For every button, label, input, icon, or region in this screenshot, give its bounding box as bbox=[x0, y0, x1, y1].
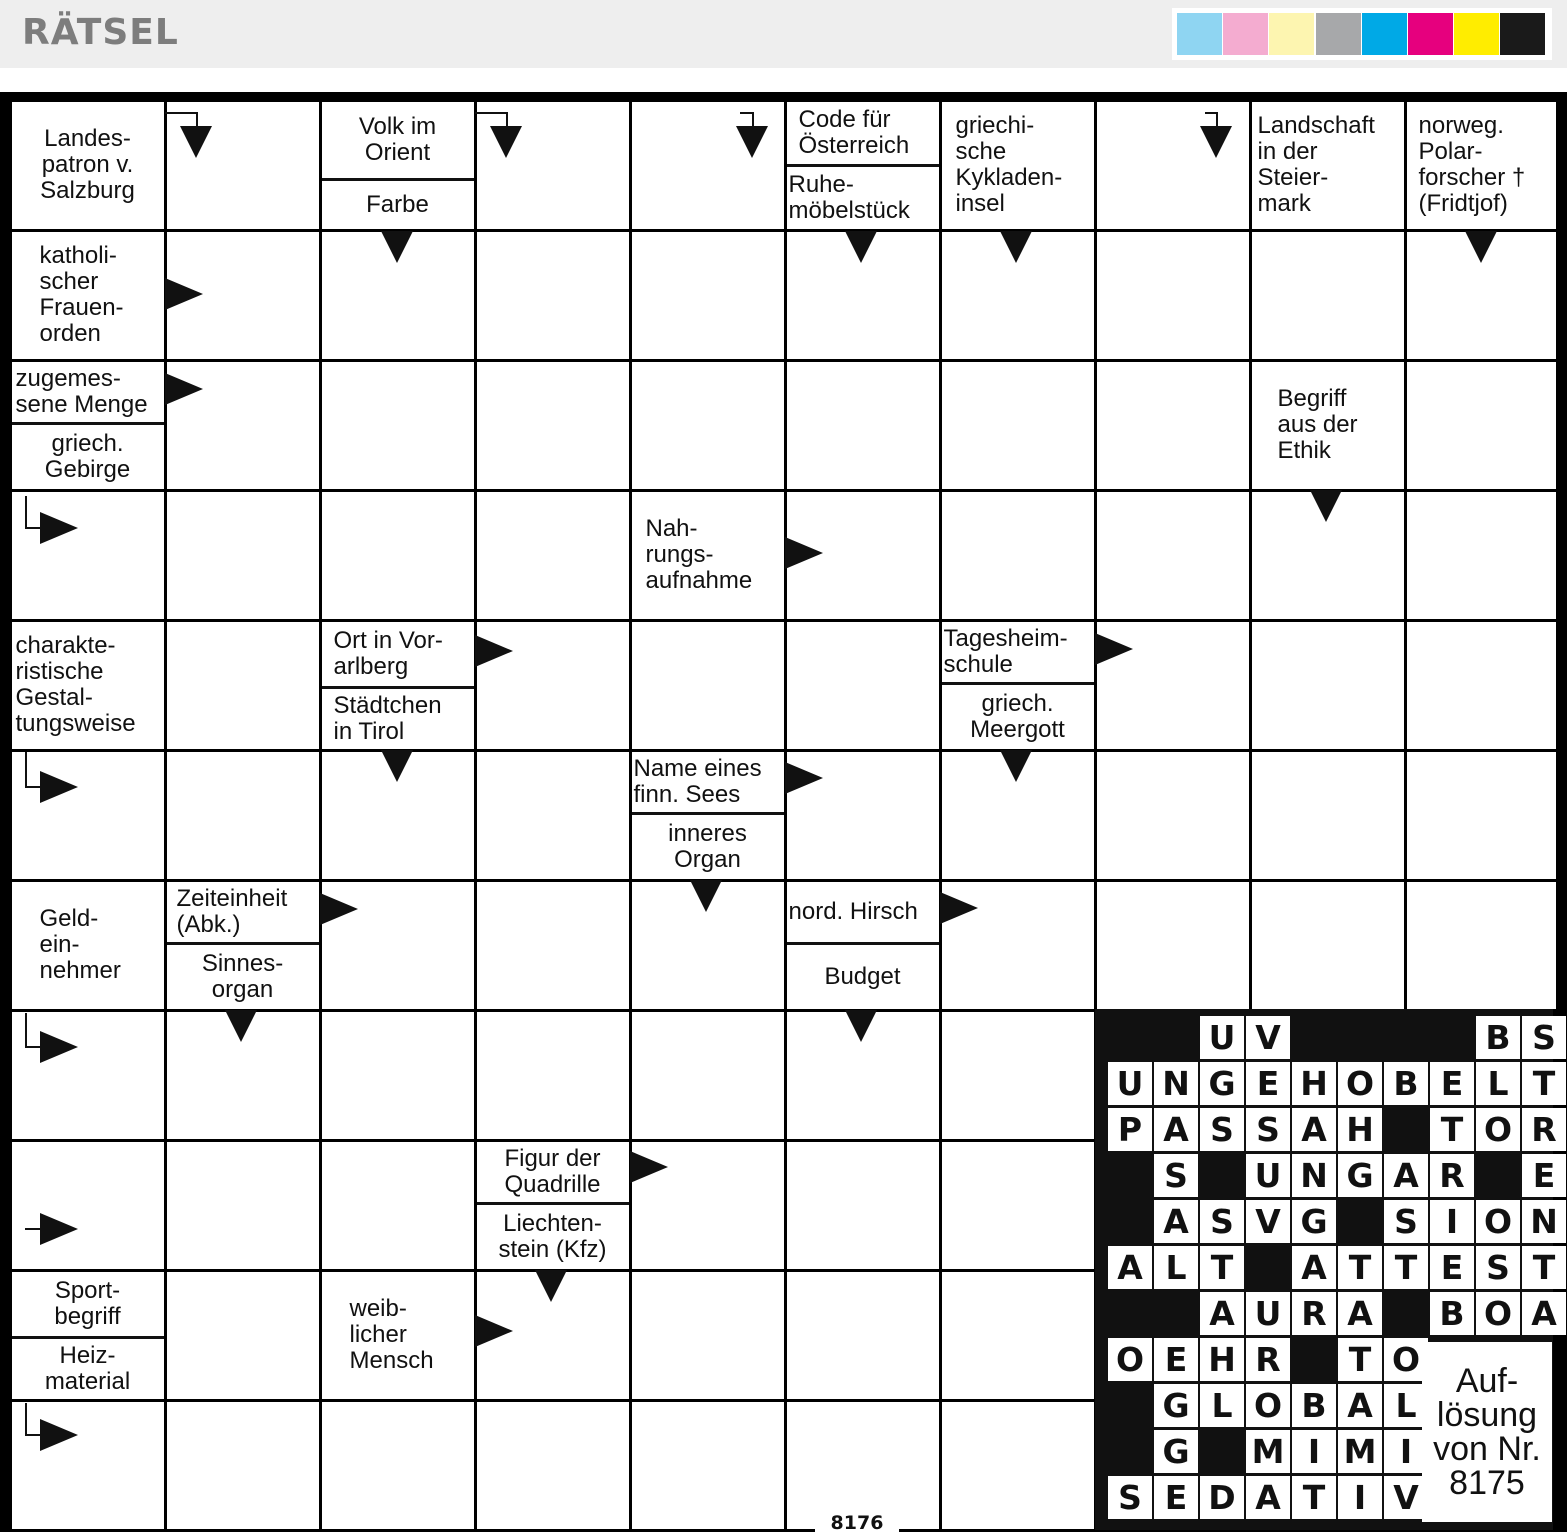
arrow-hook-icon bbox=[506, 112, 508, 128]
grid-cell[interactable] bbox=[942, 622, 1094, 749]
grid-cell[interactable] bbox=[632, 102, 784, 229]
solution-letter: U bbox=[1246, 1292, 1290, 1335]
solution-letter: S bbox=[1522, 1016, 1566, 1059]
solution-letter: L bbox=[1154, 1246, 1198, 1289]
solution-letter: S bbox=[1200, 1108, 1244, 1151]
grid-cell[interactable] bbox=[477, 1402, 629, 1529]
solution-letter: L bbox=[1200, 1384, 1244, 1427]
solution-letter: I bbox=[1292, 1430, 1336, 1473]
solution-letter: R bbox=[1430, 1154, 1474, 1197]
arrow-right-icon bbox=[165, 278, 203, 310]
grid-cell[interactable] bbox=[1252, 102, 1404, 229]
clue-text: nord. Hirsch bbox=[787, 882, 939, 942]
arrow-right-icon bbox=[785, 762, 823, 794]
arrow-down-icon bbox=[381, 750, 413, 782]
arrow-down-icon bbox=[225, 1010, 257, 1042]
clue-text: griechi- sche Kykladen- insel bbox=[942, 102, 1094, 229]
solution-letter: O bbox=[1338, 1062, 1382, 1105]
grid-cell[interactable] bbox=[1097, 232, 1249, 359]
grid-cell[interactable] bbox=[1097, 102, 1249, 229]
grid-cell[interactable] bbox=[1407, 102, 1556, 229]
grid-cell[interactable] bbox=[632, 1272, 784, 1399]
clue-text: Ruhe- möbelstück bbox=[787, 167, 939, 229]
solution-caption: Auf- lösung von Nr. 8175 bbox=[1422, 1342, 1552, 1522]
solution-letter: O bbox=[1476, 1200, 1520, 1243]
clue-text: Liechten- stein (Kfz) bbox=[477, 1205, 629, 1269]
clue-text: Landes- patron v. Salzburg bbox=[12, 102, 164, 229]
arrow-hook-icon bbox=[25, 527, 41, 529]
solution-letter: A bbox=[1522, 1292, 1566, 1335]
solution-letter: E bbox=[1430, 1062, 1474, 1105]
clue-text: Geld- ein- nehmer bbox=[12, 882, 164, 1009]
grid-cell[interactable] bbox=[477, 752, 629, 879]
clue-text: Sport- begriff bbox=[12, 1272, 164, 1336]
grid-cell[interactable] bbox=[1252, 752, 1404, 879]
grid-cell[interactable] bbox=[477, 1142, 629, 1269]
grid-cell[interactable] bbox=[942, 1142, 1094, 1269]
solution-letter: D bbox=[1200, 1476, 1244, 1519]
arrow-right-icon bbox=[475, 635, 513, 667]
solution-letter: G bbox=[1154, 1384, 1198, 1427]
color-swatch bbox=[1362, 13, 1407, 55]
solution-letter: U bbox=[1108, 1062, 1152, 1105]
grid-cell[interactable] bbox=[12, 622, 164, 749]
arrow-down-icon bbox=[845, 231, 877, 263]
solution-letter: I bbox=[1430, 1200, 1474, 1243]
solution-letter: P bbox=[1108, 1108, 1152, 1151]
solution-letter: E bbox=[1246, 1062, 1290, 1105]
grid-cell[interactable] bbox=[12, 1272, 164, 1399]
grid-cell[interactable] bbox=[1097, 362, 1249, 489]
grid-cell[interactable] bbox=[632, 622, 784, 749]
solution-letter: G bbox=[1200, 1062, 1244, 1105]
grid-cell[interactable] bbox=[322, 622, 474, 749]
clue-text: norweg. Polar- forscher † (Fridtjof) bbox=[1407, 102, 1556, 229]
grid-cell[interactable] bbox=[322, 102, 474, 229]
solution-letter: R bbox=[1522, 1108, 1566, 1151]
arrow-hook-icon bbox=[196, 112, 198, 128]
solution-letter: S bbox=[1154, 1154, 1198, 1197]
clue-text: charakte- ristische Gestal- tungsweise bbox=[12, 622, 164, 749]
solution-letter: N bbox=[1292, 1154, 1336, 1197]
arrow-right-icon bbox=[940, 892, 978, 924]
clue-divider bbox=[787, 942, 939, 945]
arrow-hook-icon bbox=[25, 786, 41, 788]
grid-cell[interactable] bbox=[1252, 232, 1404, 359]
clue-divider bbox=[942, 682, 1094, 685]
solution-letter: E bbox=[1522, 1154, 1566, 1197]
arrow-right-icon bbox=[40, 771, 78, 803]
page-title: RÄTSEL bbox=[22, 12, 179, 53]
arrow-hook-icon bbox=[25, 1228, 41, 1230]
color-swatch bbox=[1223, 13, 1268, 55]
grid-cell[interactable] bbox=[787, 882, 939, 1009]
grid-cell[interactable] bbox=[1252, 882, 1404, 1009]
clue-text: Städtchen in Tirol bbox=[322, 689, 474, 749]
grid-cell[interactable] bbox=[632, 1012, 784, 1139]
clue-divider bbox=[322, 686, 474, 689]
solution-letter: G bbox=[1338, 1154, 1382, 1197]
arrow-right-icon bbox=[40, 1213, 78, 1245]
grid-cell[interactable] bbox=[632, 1402, 784, 1529]
grid-cell[interactable] bbox=[477, 232, 629, 359]
grid-cell[interactable] bbox=[942, 1272, 1094, 1399]
grid-cell[interactable] bbox=[167, 1402, 319, 1529]
grid-cell[interactable] bbox=[12, 1012, 164, 1139]
grid-cell[interactable] bbox=[1097, 752, 1249, 879]
grid-cell[interactable] bbox=[12, 1402, 164, 1529]
solution-letter: T bbox=[1200, 1246, 1244, 1289]
clue-text: Nah- rungs- aufnahme bbox=[632, 492, 784, 619]
grid-cell[interactable] bbox=[787, 1402, 939, 1529]
solution-letter: R bbox=[1292, 1292, 1336, 1335]
solution-letter: B bbox=[1430, 1292, 1474, 1335]
arrow-hook-icon bbox=[475, 112, 508, 114]
solution-letter: L bbox=[1384, 1384, 1428, 1427]
arrow-right-icon bbox=[785, 537, 823, 569]
clue-text: inneres Organ bbox=[632, 815, 784, 879]
clue-text: zugemes- sene Menge bbox=[12, 362, 164, 422]
grid-cell[interactable] bbox=[942, 362, 1094, 489]
arrow-hook-icon bbox=[25, 752, 27, 787]
grid-cell[interactable] bbox=[1407, 882, 1556, 1009]
arrow-right-icon bbox=[320, 893, 358, 925]
clue-text: Sinnes- organ bbox=[167, 945, 319, 1009]
arrow-hook-icon bbox=[25, 1013, 27, 1047]
color-swatch bbox=[1408, 13, 1453, 55]
arrow-hook-icon bbox=[25, 1403, 27, 1435]
header-bar bbox=[0, 0, 1567, 68]
grid-cell[interactable] bbox=[787, 1142, 939, 1269]
solution-letter: S bbox=[1476, 1246, 1520, 1289]
clue-text: Volk im Orient bbox=[322, 102, 474, 178]
solution-letter: V bbox=[1246, 1200, 1290, 1243]
arrow-hook-icon bbox=[752, 112, 754, 128]
clue-text: Landschaft in der Steier- mark bbox=[1252, 102, 1404, 229]
grid-cell[interactable] bbox=[322, 1012, 474, 1139]
solution-letter: A bbox=[1292, 1246, 1336, 1289]
clue-text: Code für Österreich bbox=[787, 102, 939, 164]
clue-text: Farbe bbox=[322, 181, 474, 229]
solution-letter: U bbox=[1246, 1154, 1290, 1197]
arrow-hook-icon bbox=[165, 112, 198, 114]
solution-letter: U bbox=[1200, 1016, 1244, 1059]
grid-cell[interactable] bbox=[632, 362, 784, 489]
solution-letter: S bbox=[1200, 1200, 1244, 1243]
grid-cell[interactable] bbox=[322, 1402, 474, 1529]
solution-letter: S bbox=[1384, 1200, 1428, 1243]
solution-letter: A bbox=[1246, 1476, 1290, 1519]
clue-text: Figur der Quadrille bbox=[477, 1142, 629, 1202]
solution-letter: E bbox=[1430, 1246, 1474, 1289]
clue-text: Begriff aus der Ethik bbox=[1252, 362, 1404, 489]
grid-cell[interactable] bbox=[942, 1012, 1094, 1139]
solution-letter: H bbox=[1292, 1062, 1336, 1105]
solution-letter: N bbox=[1154, 1062, 1198, 1105]
arrow-down-icon bbox=[736, 126, 768, 158]
grid-cell[interactable] bbox=[942, 492, 1094, 619]
arrow-right-icon bbox=[40, 1031, 78, 1063]
solution-letter: O bbox=[1384, 1338, 1428, 1381]
solution-letter: B bbox=[1476, 1016, 1520, 1059]
arrow-right-icon bbox=[165, 373, 203, 405]
solution-letter: O bbox=[1476, 1292, 1520, 1335]
color-calibration-strip bbox=[1172, 8, 1552, 60]
solution-letter: S bbox=[1108, 1476, 1152, 1519]
solution-letter: I bbox=[1338, 1476, 1382, 1519]
grid-cell[interactable] bbox=[322, 1142, 474, 1269]
color-swatch bbox=[1316, 13, 1361, 55]
arrow-down-icon bbox=[490, 126, 522, 158]
grid-cell[interactable] bbox=[12, 102, 164, 229]
solution-letter: V bbox=[1384, 1476, 1428, 1519]
grid-cell[interactable] bbox=[1252, 362, 1404, 489]
arrow-right-icon bbox=[475, 1315, 513, 1347]
color-swatch bbox=[1177, 13, 1222, 55]
solution-letter: A bbox=[1108, 1246, 1152, 1289]
solution-letter: E bbox=[1154, 1338, 1198, 1381]
arrow-down-icon bbox=[690, 880, 722, 912]
solution-letter: T bbox=[1522, 1062, 1566, 1105]
clue-text: Heiz- material bbox=[12, 1339, 164, 1399]
clue-divider bbox=[167, 942, 319, 945]
solution-letter: A bbox=[1338, 1292, 1382, 1335]
solution-letter: G bbox=[1292, 1200, 1336, 1243]
clue-text: katholi- scher Frauen- orden bbox=[12, 232, 164, 359]
grid-cell[interactable] bbox=[167, 102, 319, 229]
grid-cell[interactable] bbox=[1097, 492, 1249, 619]
arrow-down-icon bbox=[1000, 231, 1032, 263]
grid-cell[interactable] bbox=[632, 232, 784, 359]
puzzle-number: 8176 bbox=[815, 1512, 899, 1532]
solution-letter: A bbox=[1154, 1200, 1198, 1243]
grid-cell[interactable] bbox=[477, 362, 629, 489]
grid-cell[interactable] bbox=[787, 362, 939, 489]
grid-cell[interactable] bbox=[1407, 622, 1556, 749]
solution-letter: T bbox=[1338, 1338, 1382, 1381]
grid-cell[interactable] bbox=[942, 102, 1094, 229]
clue-divider bbox=[12, 1336, 164, 1339]
arrow-hook-icon bbox=[25, 496, 27, 528]
solution-letter: M bbox=[1338, 1430, 1382, 1473]
solution-letter: T bbox=[1384, 1246, 1428, 1289]
solution-letter: G bbox=[1154, 1430, 1198, 1473]
arrow-down-icon bbox=[845, 1010, 877, 1042]
solution-letter: A bbox=[1200, 1292, 1244, 1335]
grid-cell[interactable] bbox=[1407, 362, 1556, 489]
clue-text: griech. Gebirge bbox=[12, 425, 164, 489]
grid-cell[interactable] bbox=[167, 622, 319, 749]
grid-cell[interactable] bbox=[1407, 492, 1556, 619]
arrow-right-icon bbox=[630, 1151, 668, 1183]
solution-letter: H bbox=[1200, 1338, 1244, 1381]
solution-letter: H bbox=[1338, 1108, 1382, 1151]
solution-letter: O bbox=[1246, 1384, 1290, 1427]
grid-cell[interactable] bbox=[477, 492, 629, 619]
grid-cell[interactable] bbox=[322, 362, 474, 489]
solution-letter: B bbox=[1384, 1062, 1428, 1105]
solution-letter: O bbox=[1108, 1338, 1152, 1381]
arrow-hook-icon bbox=[25, 1046, 41, 1048]
clue-divider bbox=[632, 812, 784, 815]
grid-cell[interactable] bbox=[1097, 882, 1249, 1009]
grid-cell[interactable] bbox=[787, 102, 939, 229]
grid-cell[interactable] bbox=[477, 102, 629, 229]
grid-cell[interactable] bbox=[322, 1272, 474, 1399]
solution-letter: M bbox=[1246, 1430, 1290, 1473]
solution-letter: E bbox=[1154, 1476, 1198, 1519]
grid-cell[interactable] bbox=[12, 1142, 164, 1269]
grid-cell[interactable] bbox=[787, 1272, 939, 1399]
solution-letter: A bbox=[1292, 1108, 1336, 1151]
grid-cell[interactable] bbox=[12, 232, 164, 359]
color-swatch bbox=[1454, 13, 1499, 55]
arrow-right-icon bbox=[1095, 633, 1133, 665]
grid-cell[interactable] bbox=[167, 1142, 319, 1269]
grid-cell[interactable] bbox=[787, 622, 939, 749]
grid-cell[interactable] bbox=[12, 492, 164, 619]
grid-cell[interactable] bbox=[167, 1272, 319, 1399]
solution-letter: A bbox=[1338, 1384, 1382, 1427]
grid-cell[interactable] bbox=[12, 752, 164, 879]
arrow-right-icon bbox=[40, 1419, 78, 1451]
arrow-down-icon bbox=[1465, 231, 1497, 263]
arrow-hook-icon bbox=[25, 1434, 41, 1436]
solution-letter: T bbox=[1430, 1108, 1474, 1151]
arrow-down-icon bbox=[535, 1270, 567, 1302]
solution-letter: T bbox=[1338, 1246, 1382, 1289]
grid-cell[interactable] bbox=[1252, 622, 1404, 749]
arrow-down-icon bbox=[1200, 126, 1232, 158]
clue-text: Budget bbox=[787, 945, 939, 1009]
clue-divider bbox=[12, 422, 164, 425]
solution-letter: L bbox=[1476, 1062, 1520, 1105]
arrow-down-icon bbox=[381, 231, 413, 263]
solution-letter: S bbox=[1246, 1108, 1290, 1151]
clue-text: weib- licher Mensch bbox=[322, 1272, 474, 1399]
arrow-down-icon bbox=[180, 126, 212, 158]
grid-cell[interactable] bbox=[167, 882, 319, 1009]
grid-cell[interactable] bbox=[322, 492, 474, 619]
solution-letter: T bbox=[1292, 1476, 1336, 1519]
solution-letter: B bbox=[1292, 1384, 1336, 1427]
grid-cell[interactable] bbox=[632, 752, 784, 879]
grid-cell[interactable] bbox=[167, 492, 319, 619]
grid-cell[interactable] bbox=[477, 882, 629, 1009]
clue-divider bbox=[477, 1202, 629, 1205]
grid-cell[interactable] bbox=[167, 752, 319, 879]
grid-cell[interactable] bbox=[1407, 752, 1556, 879]
arrow-down-icon bbox=[1310, 490, 1342, 522]
arrow-down-icon bbox=[1000, 750, 1032, 782]
color-swatch bbox=[1500, 13, 1545, 55]
clue-divider bbox=[322, 178, 474, 181]
solution-letter: T bbox=[1522, 1246, 1566, 1289]
arrow-right-icon bbox=[40, 512, 78, 544]
clue-text: Name eines finn. Sees bbox=[632, 752, 784, 812]
solution-letter: A bbox=[1384, 1154, 1428, 1197]
solution-letter: A bbox=[1154, 1108, 1198, 1151]
grid-cell[interactable] bbox=[12, 362, 164, 489]
arrow-hook-icon bbox=[1216, 112, 1218, 128]
clue-text: Ort in Vor- arlberg bbox=[322, 622, 474, 686]
solution-letter: V bbox=[1246, 1016, 1290, 1059]
grid-cell[interactable] bbox=[477, 1012, 629, 1139]
solution-letter: R bbox=[1246, 1338, 1290, 1381]
grid-cell[interactable] bbox=[942, 1402, 1094, 1529]
grid-cell[interactable] bbox=[632, 492, 784, 619]
solution-letter: O bbox=[1476, 1108, 1520, 1151]
clue-text: Tagesheim- schule bbox=[942, 622, 1094, 682]
clue-text: griech. Meergott bbox=[942, 685, 1094, 749]
color-swatch bbox=[1269, 13, 1314, 55]
grid-cell[interactable] bbox=[12, 882, 164, 1009]
solution-letter: I bbox=[1384, 1430, 1428, 1473]
clue-text: Zeiteinheit (Abk.) bbox=[167, 882, 319, 942]
solution-letter: N bbox=[1522, 1200, 1566, 1243]
clue-divider bbox=[787, 164, 939, 167]
